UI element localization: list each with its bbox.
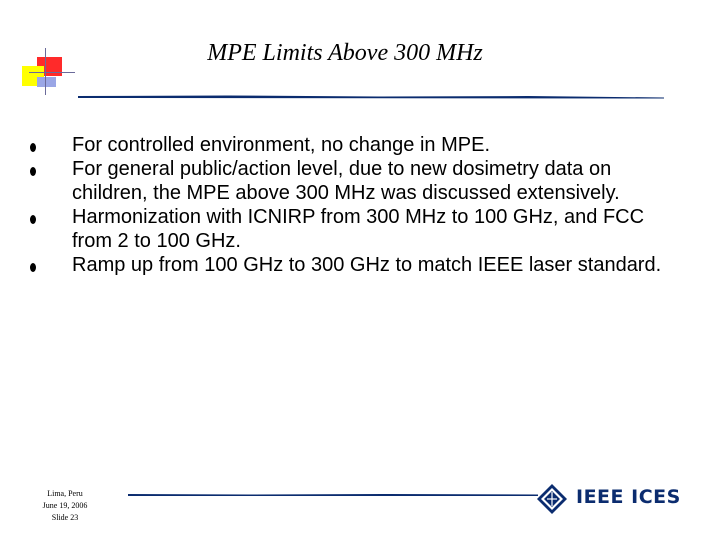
bullet-text: Harmonization with ICNIRP from 300 MHz to 100 GHz, and FCC from 2 to 100 GHz. — [72, 206, 645, 252]
footer-location: Lima, Peru — [47, 489, 83, 498]
bullet-item — [30, 253, 680, 277]
bullet-text: For controlled environment, no change in MPE. — [72, 134, 490, 156]
bullet-item — [30, 157, 680, 205]
decor-blue-square — [37, 77, 56, 87]
bullet-item — [30, 205, 680, 253]
bullet-list — [30, 133, 680, 277]
footer-rule — [128, 492, 538, 497]
footer-date: June 19, 2006 — [42, 501, 88, 510]
title-rule — [78, 94, 664, 99]
bullet-dot-icon — [30, 167, 36, 176]
slide-title: MPE Limits Above 300 MHz — [207, 40, 483, 66]
bullet-dot-icon — [30, 215, 36, 224]
decor-horizontal-line — [29, 72, 75, 73]
bullet-dot-icon — [30, 263, 36, 272]
footer-info — [30, 488, 100, 524]
logo-text: IEEE ICES — [576, 486, 681, 508]
bullet-item — [30, 133, 680, 157]
bullet-text: For general public/action level, due to new dosimetry data on children, the MPE above 300 MHz was discussed extensively. — [72, 158, 620, 204]
bullet-text: Ramp up from 100 GHz to 300 GHz to match IEEE laser standard. — [72, 254, 662, 276]
bullet-dot-icon — [30, 143, 36, 152]
footer-slide-number: Slide 23 — [51, 513, 79, 522]
ieee-diamond-logo-icon — [536, 483, 568, 515]
